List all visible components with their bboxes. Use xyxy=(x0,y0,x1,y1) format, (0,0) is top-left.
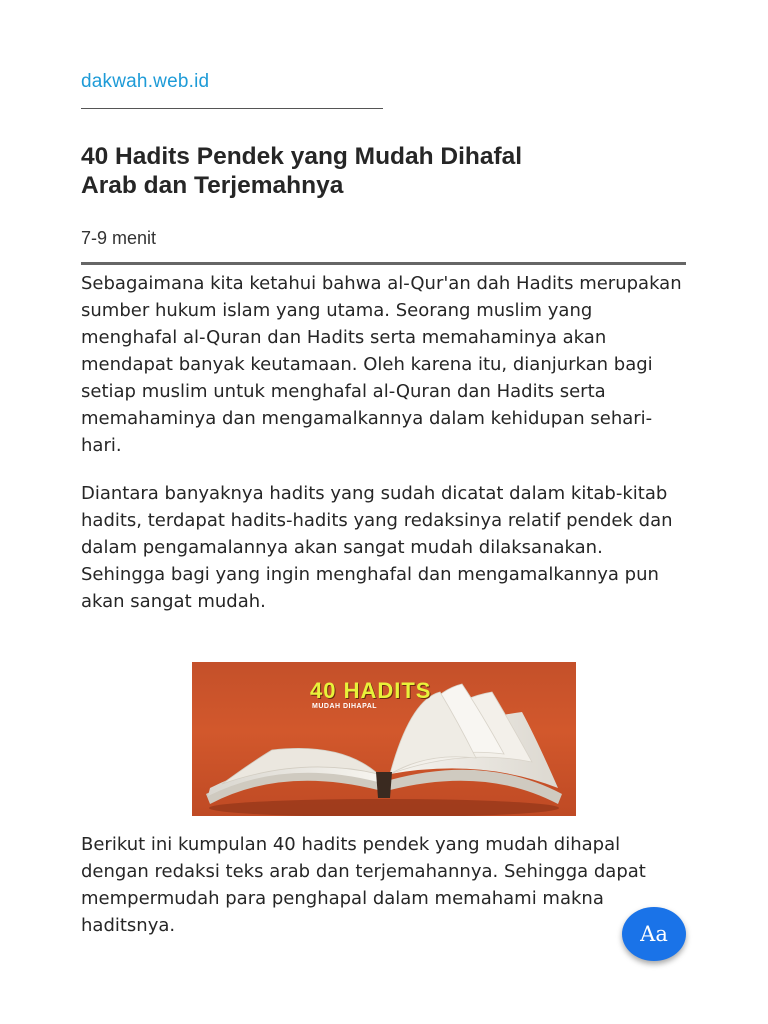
article-title xyxy=(81,142,681,200)
article-title-line1: 40 Hadits Pendek yang Mudah Dihafal xyxy=(81,143,523,170)
paragraph-2: Diantara banyaknya hadits yang sudah dicatat dalam kitab-kitab hadits, terdapat hadits-hadits yang redaksinya relatif pendek dan dalam pengamalannya akan sangat mudah dilaksanakan. Sehingga bagi yang ingin menghafal dan mengamalkannya pun akan sangat mudah. xyxy=(81,483,673,612)
site-link-underline xyxy=(81,108,383,109)
hero-subtitle: MUDAH DIHAPAL xyxy=(312,703,378,710)
site-domain-link[interactable]: dakwah.web.id xyxy=(81,71,210,92)
font-size-button[interactable]: Aa xyxy=(622,907,686,961)
article-hero-image xyxy=(192,662,576,816)
read-time: 7-9 menit xyxy=(81,228,157,248)
header-divider xyxy=(81,262,686,265)
hero-title: 40 HADITS xyxy=(310,678,432,703)
article-title-line2: Arab dan Terjemahnya xyxy=(81,172,344,199)
paragraph-1: Sebagaimana kita ketahui bahwa al-Qur'an dah Hadits merupakan sumber hukum islam yang utama. Seorang muslim yang menghafal al-Quran dan Hadits serta memahaminya akan mendapat banyak keutamaan. Oleh karena itu, dianjurkan bagi setiap muslim untuk menghafal al-Quran dan Hadits serta memahaminya dan mengamalkannya dalam kehidupan sehari-hari. xyxy=(81,273,682,456)
paragraph-3: Berikut ini kumpulan 40 hadits pendek yang mudah dihapal dengan redaksi teks arab dan terjemahannya. Sehingga dapat mempermudah para penghapal dalam memahami makna haditsnya. xyxy=(81,834,646,936)
